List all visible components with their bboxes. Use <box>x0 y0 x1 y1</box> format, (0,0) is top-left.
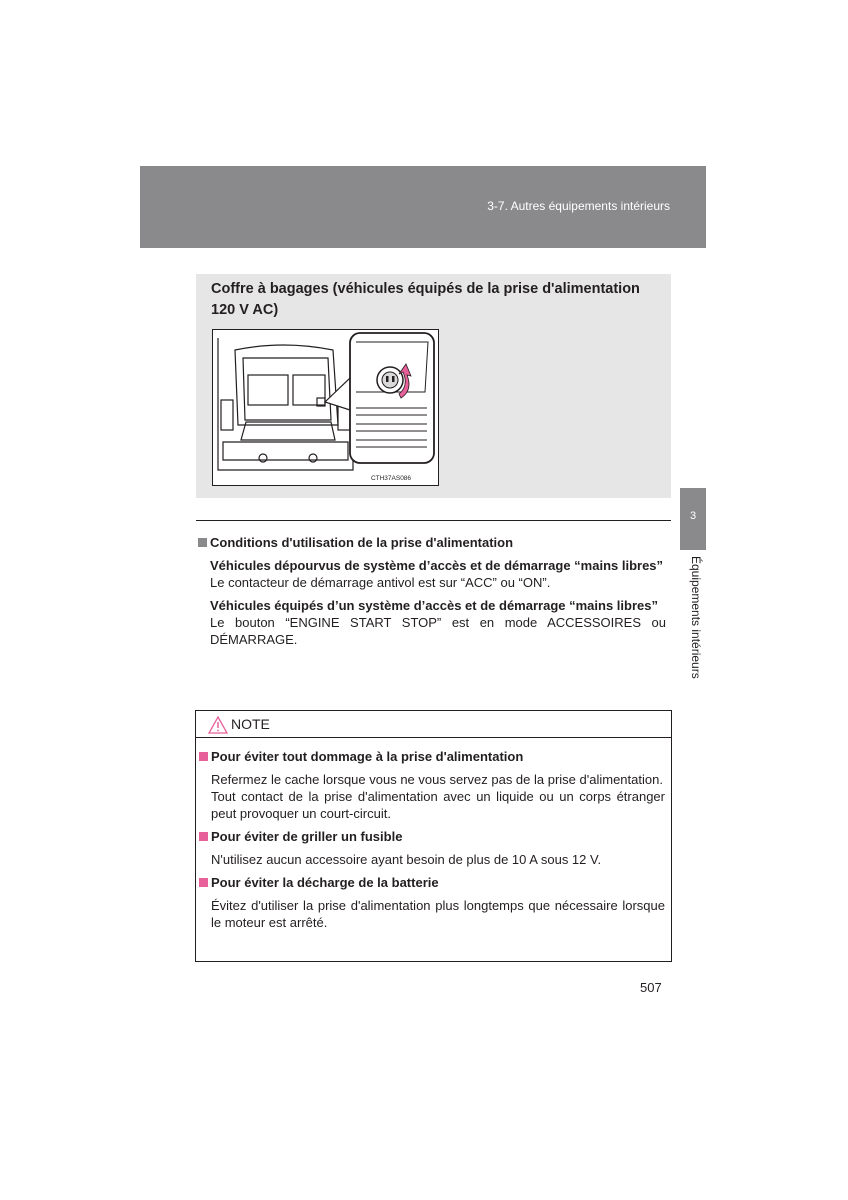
header-band <box>140 166 706 248</box>
topic-box <box>196 274 671 498</box>
trunk-figure <box>212 329 439 486</box>
pink-square-icon <box>199 752 208 761</box>
gray-square-icon <box>198 538 207 547</box>
pink-square-icon <box>199 832 208 841</box>
pink-square-icon <box>199 878 208 887</box>
note-item-title-text: Pour éviter de griller un fusible <box>211 829 403 844</box>
conditions-title-text: Conditions d'utilisation de la prise d'alimentation <box>210 535 514 550</box>
note-item-title <box>199 828 665 845</box>
chapter-label: Équipements intérieurs <box>689 556 703 679</box>
condition-heading: Véhicules dépourvus de système d’accès et de démarrage “mains libres” <box>210 558 664 573</box>
page-number: 507 <box>640 980 662 995</box>
warning-triangle-icon <box>208 716 228 734</box>
note-text <box>211 771 665 822</box>
topic-title: Coffre à bagages (véhicules équipés de la prise d'alimentation 120 V AC) <box>211 281 640 318</box>
section-divider <box>196 520 671 521</box>
note-paragraph: Évitez d'utiliser la prise d'alimentation plus longtemps que nécessaire lorsque le moteur est arrêté. <box>211 898 665 930</box>
note-body <box>196 738 671 931</box>
note-item-title <box>199 874 665 891</box>
conditions-section <box>198 535 666 648</box>
chapter-number: 3 <box>689 510 697 522</box>
note-text <box>211 897 665 931</box>
note-text <box>211 851 665 868</box>
note-paragraph: Refermez le cache lorsque vous ne vous servez pas de la prise d'alimentation. <box>211 772 663 787</box>
note-header <box>196 711 671 738</box>
figure-code: CTH37AS086 <box>370 475 412 482</box>
chapter-tab <box>680 488 706 550</box>
note-paragraph: Tout contact de la prise d'alimentation avec un liquide ou un corps étranger peut provoquer un court-circuit. <box>211 789 665 821</box>
note-box <box>195 710 672 962</box>
condition-text: Le bouton “ENGINE START STOP” est en mode ACCESSOIRES ou DÉMARRAGE. <box>210 615 666 647</box>
note-item-title-text: Pour éviter la décharge de la batterie <box>211 875 439 890</box>
note-item-title-text: Pour éviter tout dommage à la prise d'alimentation <box>211 749 524 764</box>
note-item-title <box>199 748 665 765</box>
condition-text: Le contacteur de démarrage antivol est sur “ACC” ou “ON”. <box>210 575 551 590</box>
section-title: 3-7. Autres équipements intérieurs <box>487 199 670 213</box>
vehicle-trunk-illustration <box>213 330 438 485</box>
note-paragraph: N'utilisez aucun accessoire ayant besoin de plus de 10 A sous 12 V. <box>211 852 602 867</box>
power-outlet-icon <box>377 367 403 393</box>
note-label: NOTE <box>231 716 270 732</box>
conditions-title <box>198 535 666 551</box>
condition-heading: Véhicules équipés d’un système d’accès et de démarrage “mains libres” <box>210 598 658 613</box>
